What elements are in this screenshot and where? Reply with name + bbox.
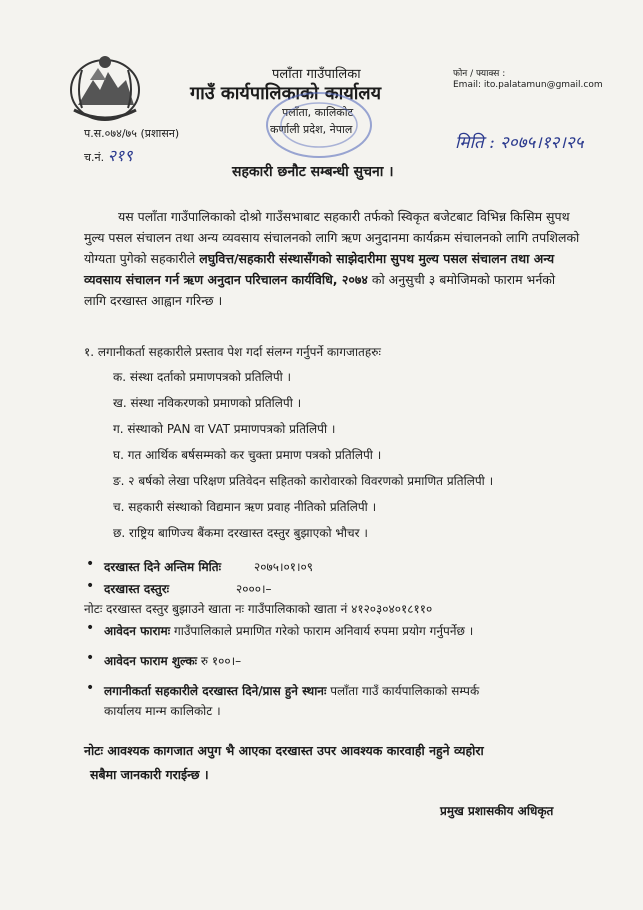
footer-note-line1: नोटः आवश्यक कागजात अपुग भै आएका दरखास्त उपर आवश्यक कारवाही नहुने व्यहोरा xyxy=(84,743,484,758)
date-value: २०७५।१२।२५ xyxy=(499,133,584,153)
patra-sankhya: प.स.०७४/७५ (प्रशासन) xyxy=(84,127,180,140)
date-line xyxy=(455,130,584,153)
place-value-2: कार्यालय मान्म कालिकोट । xyxy=(104,704,221,718)
office-address: पलाँता, कालिकोट xyxy=(282,106,354,119)
list-item: च. सहकारी संस्थाको विद्यमान ऋण प्रवाह नीतिको प्रतिलिपी । xyxy=(113,500,377,514)
list-item: ख. संस्था नविकरणको प्रमाणको प्रतिलिपी । xyxy=(113,396,302,410)
form-fee-value: रु १००।– xyxy=(200,654,242,668)
list-item: छ. राष्ट्रिय बाणिज्य बैंकमा दरखास्त दस्तुर बुझाएको भौचर । xyxy=(113,526,368,540)
chalani-label: च.नं. xyxy=(84,151,105,164)
footer-note-line2: सबैमा जानकारी गराईन्छ । xyxy=(90,767,209,782)
phone-label: फोन / फ्याक्स : xyxy=(453,69,506,79)
fee-value: २०००।– xyxy=(236,582,272,596)
list-item: क. संस्था दर्ताको प्रमाणपत्रको प्रतिलिपी । xyxy=(113,370,292,384)
list-item: ङ. २ बर्षको लेखा परिक्षण प्रतिवेदन सहितको कारोवारको विवरणको प्रमाणित प्रतिलिपी । xyxy=(113,474,494,488)
form-fee-label: आवेदन फाराम शुल्कः xyxy=(104,654,198,668)
deadline-label: दरखास्त दिने अन्तिम मितिः xyxy=(104,560,222,574)
bullet-icon: • xyxy=(86,650,95,666)
nepal-emblem-icon xyxy=(68,50,142,122)
bullet-icon: • xyxy=(86,620,95,636)
email-label: Email: ito.palatamun@gmail.com xyxy=(453,80,603,90)
list-item: ग. संस्थाको PAN वा VAT प्रमाणपत्रको प्रतिलिपी । xyxy=(113,422,336,436)
intro-part1: यस पलाँता गाउँपालिकाको दोश्रो गाउँसभाबाट सहकारी तर्फको स्विकृत बजेटबाट विभिन्न किसिम सुपथ मुल्य पसल संचालन तथा अन्य व्यवसाय संचालनको लागि ऋण अनुदानमा कार्यक्रम संचालनको लागि तपशिलको योग्यता पुगेको सहकारीले xyxy=(84,209,580,266)
office-province: कर्णाली प्रदेश, नेपाल xyxy=(270,123,353,136)
form-line xyxy=(104,622,473,639)
bullet-icon: • xyxy=(86,578,95,594)
office-seal-icon xyxy=(264,90,374,160)
chalani-value: २१९ xyxy=(107,146,133,165)
office-name: गाउँ कार्यपालिकाको कार्यालय xyxy=(190,83,382,104)
bullet-icon: • xyxy=(86,680,95,696)
municipality-name: पलाँता गाउँपालिका xyxy=(272,67,361,82)
intro-paragraph xyxy=(84,206,580,311)
form-fee-line xyxy=(104,652,241,669)
place-label: लगानीकर्ता सहकारीले दरखास्त दिने/प्रास हुने स्थानः xyxy=(104,684,327,698)
chalani-number xyxy=(84,144,133,166)
form-value: गाउँपालिकाले प्रमाणित गरेको फाराम अनिवार्य रुपमा प्रयोग गर्नुपर्नेछ । xyxy=(173,624,474,638)
place-line xyxy=(104,682,479,699)
place-value-1: पलाँता गाउँ कार्यपालिकाको सम्पर्क xyxy=(330,684,480,698)
form-label: आवेदन फारामः xyxy=(104,624,171,638)
list-item: घ. गत आर्थिक बर्षसम्मको कर चुक्ता प्रमाण पत्रको प्रतिलिपी । xyxy=(113,448,382,462)
signature-title: प्रमुख प्रशासकीय अधिकृत xyxy=(440,804,554,818)
fee-label: दरखास्त दस्तुरः xyxy=(104,582,170,596)
intro-part2: को अनुसुची ३ बमोजिमको फाराम भर्नको लागि दरखास्त आह्वान गरिन्छ । xyxy=(84,272,556,308)
section1-heading: १. लगानीकर्ता सहकारीले प्रस्ताव पेश गर्दा संलग्न गर्नुपर्ने कागजातहरुः xyxy=(84,345,381,359)
notice-title: सहकारी छनौट सम्बन्धी सुचना । xyxy=(232,164,394,180)
date-label: मिति : xyxy=(455,133,495,153)
deadline-value: २०७५।०१।०९ xyxy=(254,560,314,574)
bullet-icon: • xyxy=(86,556,95,572)
bank-note: नोटः दरखास्त दस्तुर बुझाउने खाता नः गाउँपालिकाको खाता नं ४१२०३०४०१८११० xyxy=(84,602,433,616)
intro-bold: लघुवित्त/सहकारी संस्थासँगको साझेदारीमा सुपथ मुल्य पसल संचालन तथा अन्य व्यवसाय संचालन गर्न ऋण अनुदान परिचालन कार्यविधि, २०७४ xyxy=(84,251,555,287)
